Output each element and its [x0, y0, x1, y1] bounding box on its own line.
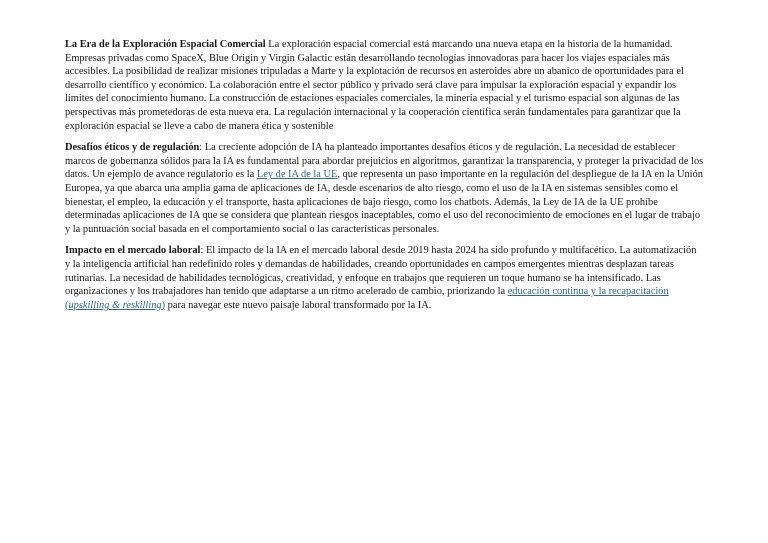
eu-ai-act-link[interactable]: Ley de IA de la UE	[256, 169, 338, 181]
link-text-italic: upskilling & reskilling	[68, 299, 162, 311]
link-text: educación continua y la recapacitación (	[65, 286, 669, 311]
paragraph-text: La exploración espacial comercial está marcando una nueva etapa en la historia de la humanidad. Empresas privadas como SpaceX, Blue Origin y Virgin Galactic están desarrollando tecnologías innovadoras para hacer los viajes espaciales más accesibles. La posibilidad de realizar misiones tripuladas a Marte y la explotación de recursos en asteroides abre un abanico de oportunidades para el desarrollo científico y económico. La colaboración entre el sector público y privado será clave para impulsar la exploración espacial y expandir los límites del conocimiento humano. La construcción de estaciones espaciales comerciales, la minería espacial y el turismo espacial son algunas de las perspectivas más prometedoras de esta nueva era. La regulación internacional y la cooperación científica serán fundamentales para garantizar que la exploración espacial se lleve a cabo de manera ética y sostenible	[65, 39, 684, 132]
paragraph-text: , que representa un paso importante en la regulación del despliegue de la IA en la Unión Europea, ya que abarca una amplia gama de aplicaciones de IA, desde escenarios de alto riesgo, como el uso de la IA en sistemas sensibles como el bienestar, el empleo, la educación y el transporte, hasta aplicaciones de bajo riesgo, como los chatbots. Además, la Ley de IA de la UE prohíbe determinadas aplicaciones de IA que se considera que plantean riesgos inaceptables, como el uso del reconocimiento de emociones en el lugar de trabajo y la puntuación social basada en el comportamiento social o las características personales.	[65, 169, 703, 235]
paragraph-text: : El impacto de la IA en el mercado laboral desde 2019 hasta 2024 ha sido profundo y multifacético. La automatización y la inteligencia artificial han redefinido roles y demandas de habilidades, creando oportunidades en campos emergentes mientras desplazan tareas rutinarias. La necesidad de habilidades tecnológicas, creatividad, y enfoque en trabajos que requieren un toque humano se ha intensificado. Las organizaciones y los trabajadores han tenido que adaptarse a un ritmo acelerado de cambio, priorizando la	[65, 245, 697, 298]
paragraph-labor-market	[65, 244, 704, 312]
paragraph-heading: Impacto en el mercado laboral	[65, 245, 201, 257]
paragraph-heading: La Era de la Exploración Espacial Comercial	[65, 39, 266, 50]
paragraph-text: para navegar este nuevo paisaje laboral transformado por la IA.	[165, 299, 432, 311]
paragraph-space-exploration	[65, 38, 704, 133]
paragraph-text: : La creciente adopción de IA ha planteado importantes desafíos éticos y de regulación. La necesidad de establecer marcos de gobernanza sólidos para la IA es fundamental para abordar prejuicios en algoritmos, garantizar la transparencia, y proteger la privacidad de los datos. Un ejemplo de avance regulatorio es la	[65, 142, 704, 181]
paragraph-heading: Desafíos éticos y de regulación	[65, 142, 200, 154]
link-text-close: )	[161, 299, 166, 311]
paragraph-ethics-regulation	[65, 141, 704, 236]
